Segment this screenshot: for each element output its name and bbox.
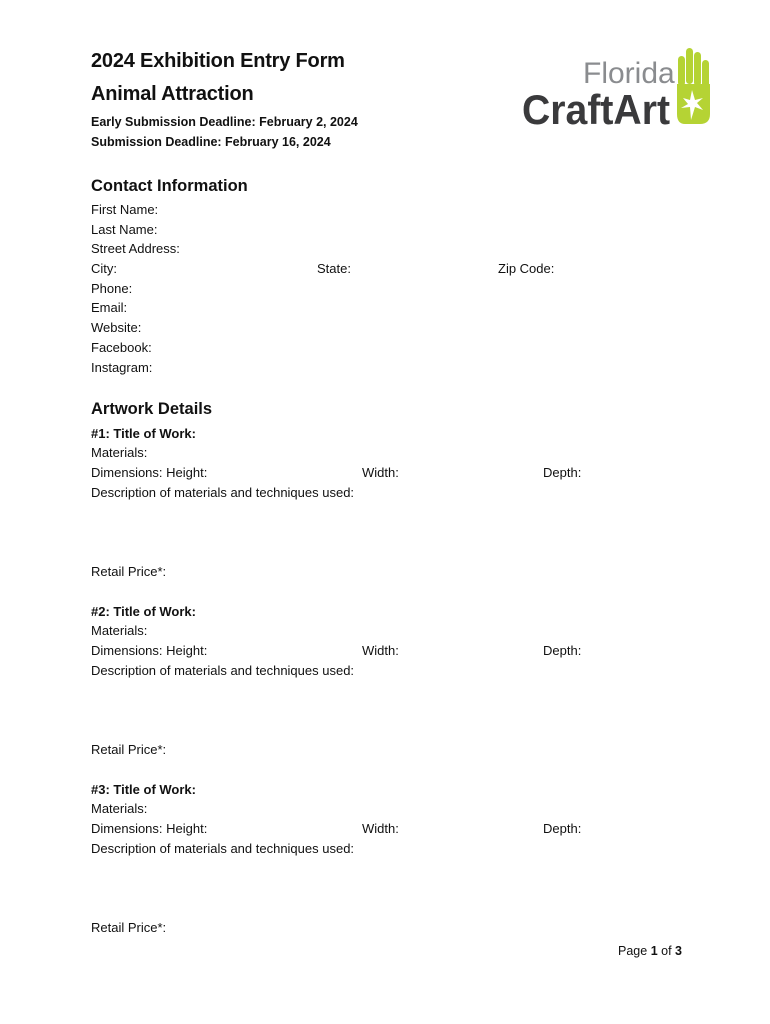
florida-craftart-logo: [520, 44, 720, 130]
last-name-label: Last Name:: [91, 222, 158, 237]
page-current: 1: [650, 944, 658, 958]
entry-2-width-label: Width:: [362, 643, 399, 658]
state-label: State:: [317, 261, 351, 276]
entry-3-description-label: Description of materials and techniques used:: [91, 841, 355, 856]
entry-3-materials-label: Materials:: [91, 801, 148, 816]
facebook-label: Facebook:: [91, 340, 152, 355]
website-label: Website:: [91, 320, 142, 335]
first-name-label: First Name:: [91, 202, 159, 217]
logo-florida-text: Florida: [583, 57, 675, 90]
instagram-label: Instagram:: [91, 360, 153, 375]
entry-3-depth-label: Depth:: [543, 821, 582, 836]
entry-1-height-label: Dimensions: Height:: [91, 465, 208, 480]
submission-deadline: Submission Deadline: February 16, 2024: [91, 135, 331, 149]
entry-2-description-label: Description of materials and techniques used:: [91, 663, 355, 678]
entry-1-depth-label: Depth:: [543, 465, 582, 480]
contact-heading: Contact Information: [91, 177, 248, 195]
zip-code-label: Zip Code:: [498, 261, 555, 276]
artwork-heading: Artwork Details: [91, 400, 213, 418]
entry-3-price-label: Retail Price*:: [91, 920, 167, 935]
city-label: City:: [91, 261, 117, 276]
phone-label: Phone:: [91, 281, 133, 296]
form-title: 2024 Exhibition Entry Form: [91, 50, 345, 72]
entry-1-width-label: Width:: [362, 465, 399, 480]
page-total: 3: [675, 944, 682, 958]
street-address-label: Street Address:: [91, 241, 180, 256]
page-number: [618, 944, 682, 958]
entry-1-title-label: #1: Title of Work:: [91, 426, 196, 441]
entry-3-height-label: Dimensions: Height:: [91, 821, 208, 836]
entry-2-depth-label: Depth:: [543, 643, 582, 658]
entry-2-title-label: #2: Title of Work:: [91, 604, 196, 619]
entry-1-description-label: Description of materials and techniques used:: [91, 485, 355, 500]
entry-1-price-label: Retail Price*:: [91, 564, 167, 579]
entry-1-materials-label: Materials:: [91, 445, 148, 460]
early-deadline: Early Submission Deadline: February 2, 2024: [91, 115, 358, 129]
entry-2-height-label: Dimensions: Height:: [91, 643, 208, 658]
entry-2-materials-label: Materials:: [91, 623, 148, 638]
entry-3-title-label: #3: Title of Work:: [91, 782, 196, 797]
hand-palm-tree-icon: [677, 48, 710, 124]
entry-3-width-label: Width:: [362, 821, 399, 836]
logo-craftart-text: CraftArt: [522, 86, 671, 130]
entry-2-price-label: Retail Price*:: [91, 742, 167, 757]
of-word: of: [661, 944, 672, 958]
email-label: Email:: [91, 300, 128, 315]
page-word: Page: [618, 944, 648, 958]
form-subtitle: Animal Attraction: [91, 83, 254, 105]
